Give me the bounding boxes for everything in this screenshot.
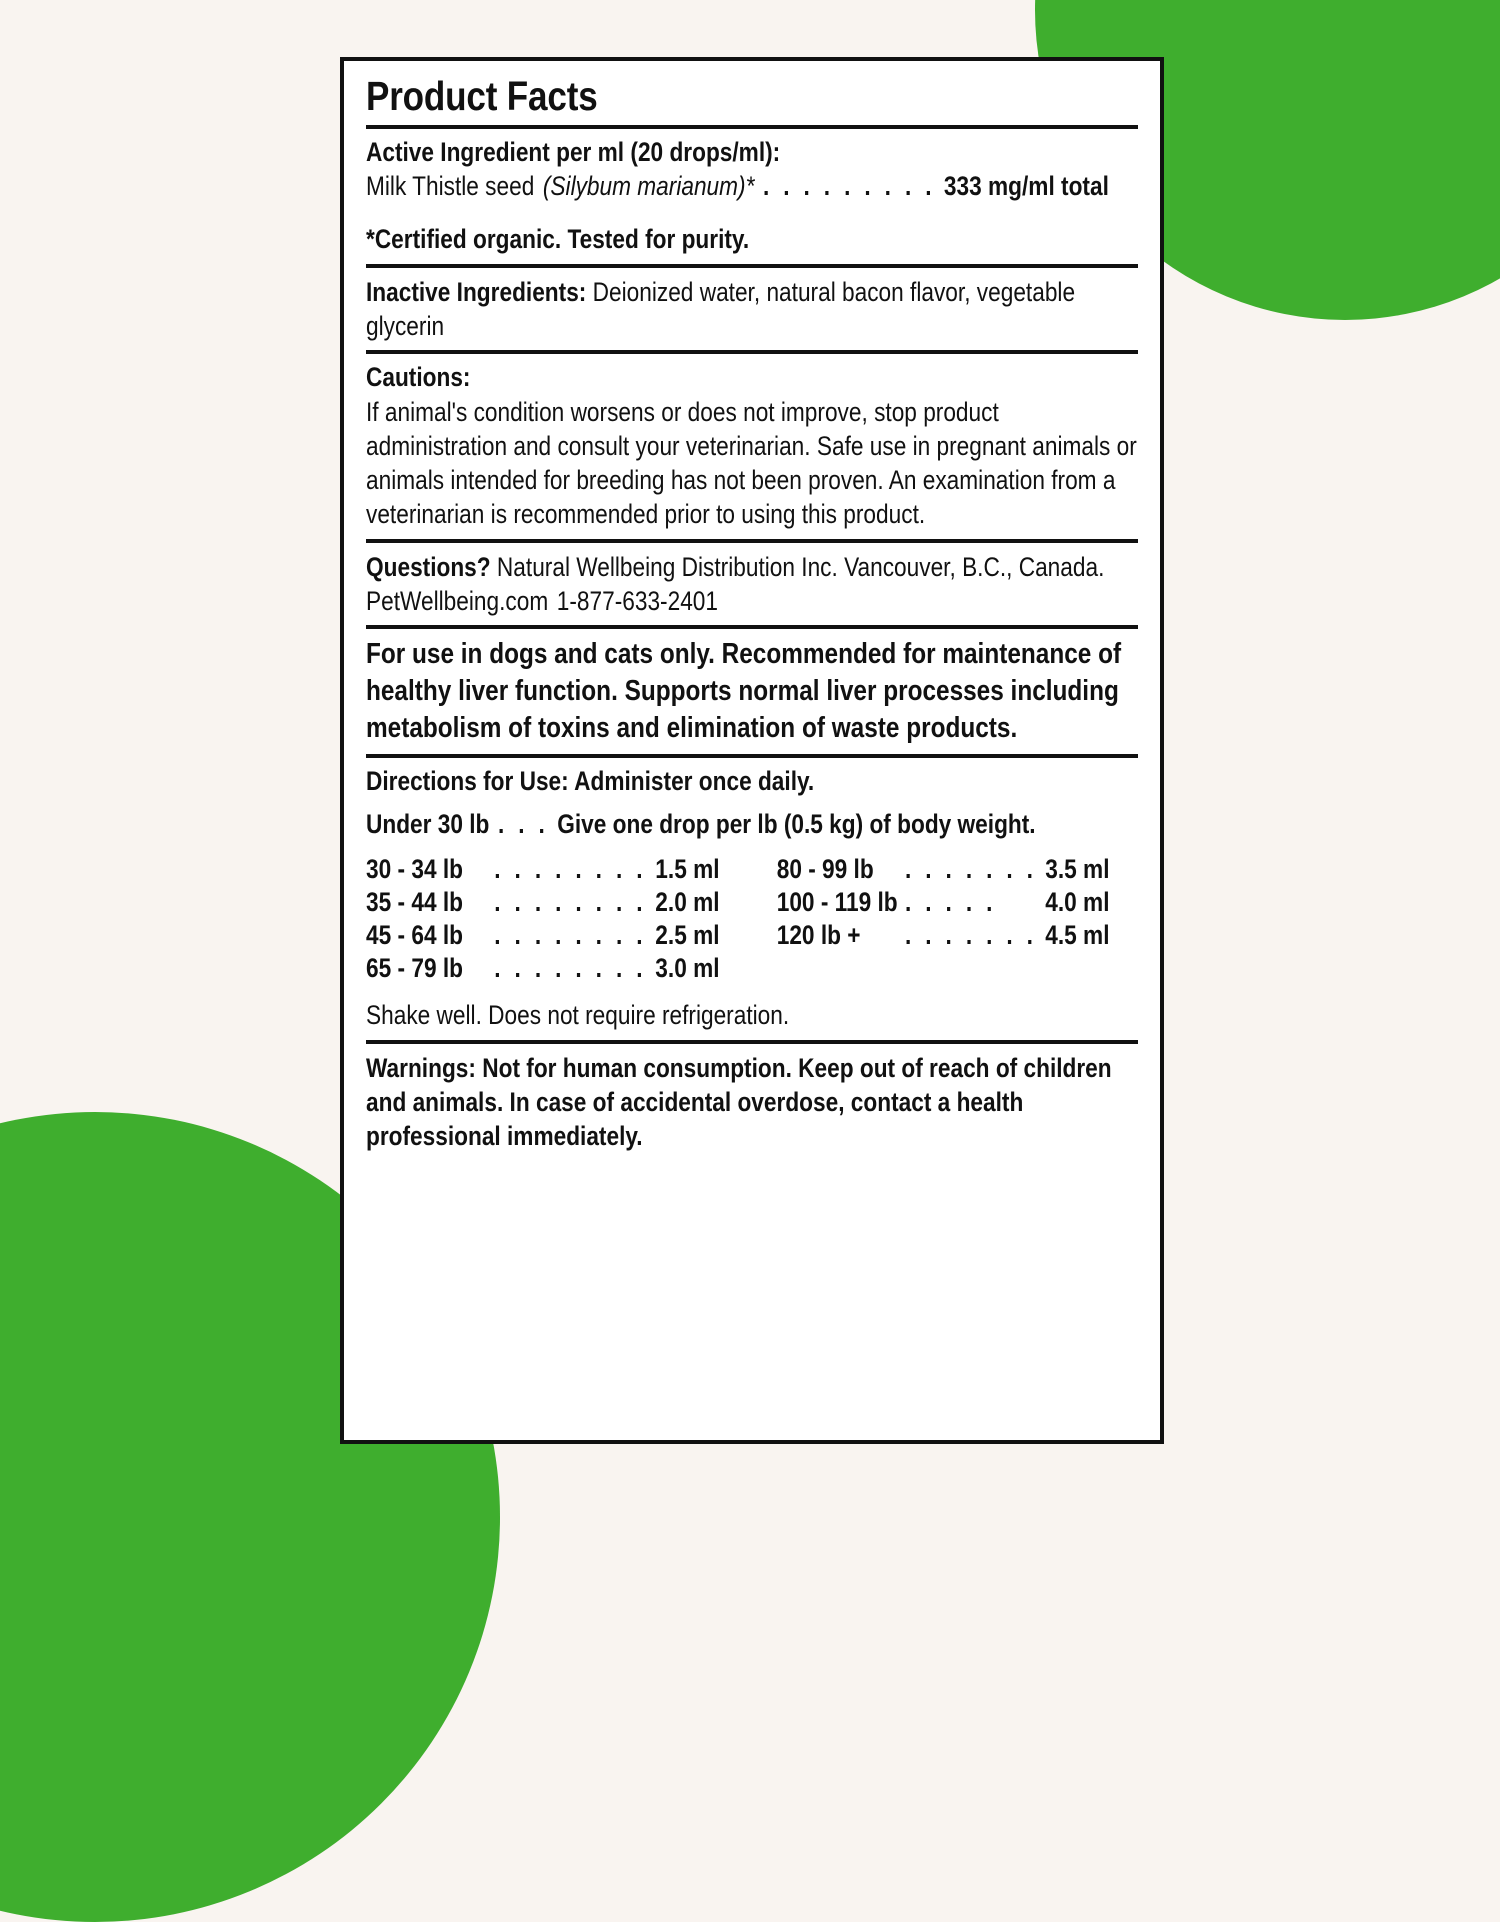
table-row [366,886,1138,919]
dose-leader-left: . . . . . . . . [494,920,647,951]
page-title [366,75,1138,118]
divider-after-directions [366,1040,1138,1044]
under-weight: Under 30 lb [366,808,490,839]
organic-footnote: *Certified organic. Tested for purity. [366,224,750,255]
divider-after-claims [366,754,1138,758]
company-name: Natural Wellbeing Distribution Inc. Vancouver, B.C., Canada. [496,551,1105,582]
active-ingredient-leader: . . . . . . . . . [762,170,936,201]
claims-text: For use in dogs and cats only. Recommended for maintenance of healthy liver function. Supports normal liver processes including metabolism of toxins and elimination of waste products. [366,637,1122,745]
dose-amount-left: 2.0 ml [655,887,720,918]
divider-after-active [366,264,1138,268]
table-row [366,952,1138,985]
dose-leader-right: . . . . . [904,887,997,918]
dosage-table [366,853,1138,985]
directions-heading: Directions for Use: Administer once daily. [366,766,815,797]
active-ingredient-latin: (Silybum marianum)* [542,170,755,201]
under-instruction: Give one drop per lb (0.5 kg) of body weight. [557,808,1036,839]
dose-weight-left: 30 - 34 lb [366,854,463,885]
dose-weight-right: 100 - 119 lb [776,887,898,918]
questions-label: Questions? [366,551,491,582]
table-gap [748,886,777,919]
table-gap [748,853,777,886]
dose-leader-right: . . . . . . . [904,920,1037,951]
cautions-text: If animal's condition worsens or does not improve, stop product administration and consult your veterinarian. Safe use in pregnant animals or animals intended for breeding has not been proven. An examination from a veterinarian is recommended prior to using this product. [366,396,1137,530]
divider-after-questions [366,625,1138,629]
active-ingredient-section [366,136,1138,257]
directions-section [366,765,1138,1033]
dose-amount-right: 3.5 ml [1045,854,1110,885]
table-gap [748,952,777,985]
dose-weight-right [777,952,905,985]
dose-amount-right: 4.5 ml [1045,920,1110,951]
questions-row [366,550,1138,618]
dose-amount-right: 4.0 ml [1045,887,1110,918]
dose-leader-left: . . . . . . . . [494,953,647,984]
dose-amount-left: 1.5 ml [655,854,720,885]
dose-weight-left: 65 - 79 lb [366,953,463,984]
warnings-row [366,1051,1138,1154]
dose-leader-left: . . . . . . . . [494,887,647,918]
inactive-ingredients-label: Inactive Ingredients: [366,276,587,307]
inactive-ingredients-row [366,275,1138,343]
dose-amount-right [1040,952,1137,985]
questions-section [366,550,1138,618]
divider-after-title [366,125,1138,129]
warnings-text: Not for human consumption. Keep out of reach of children and animals. In case of accidental overdose, contact a health professional immediately. [366,1053,1112,1152]
active-ingredient-heading: Active Ingredient per ml (20 drops/ml): [366,137,781,168]
active-ingredient-name: Milk Thistle seed [366,170,535,201]
product-facts-panel [340,57,1164,1444]
dose-weight-left: 35 - 44 lb [366,887,463,918]
cautions-section [366,361,1138,531]
dose-leader-left: . . . . . . . . [494,854,647,885]
under-leader: . . . [497,808,549,839]
warnings-section [366,1051,1138,1154]
cautions-label: Cautions: [366,362,471,393]
inactive-ingredients-section [366,275,1138,343]
dose-weight-left: 45 - 64 lb [366,920,463,951]
divider-after-cautions [366,539,1138,543]
dose-leader-right: . . . . . . . [904,854,1037,885]
dose-amount-left: 2.5 ml [655,920,720,951]
dosage-table-body [366,853,1138,985]
dose-weight-right: 80 - 99 lb [776,854,874,885]
table-row [366,853,1138,886]
dosage-table-wrapper [366,853,1138,985]
claims-section [366,636,1138,747]
directions-under-row [366,808,1138,842]
website-link[interactable]: PetWellbeing.com [366,585,549,616]
table-row [366,919,1138,952]
dose-leader-right [905,952,1040,985]
dose-amount-left: 3.0 ml [655,953,720,984]
active-ingredient-amount: 333 mg/ml total [943,170,1109,201]
shake-well-text: Shake well. Does not require refrigeration. [366,1000,790,1031]
warnings-label: Warnings: [366,1053,476,1084]
panel-title-text: Product Facts [366,73,598,119]
divider-after-inactive [366,350,1138,354]
phone-number[interactable]: 1-877-633-2401 [556,585,718,616]
dose-weight-right: 120 lb + [776,920,861,951]
table-gap [748,919,777,952]
active-ingredient-row [366,170,1138,204]
inactive-ingredients-text: Deionized water, natural bacon flavor, vegetable glycerin [366,276,1076,342]
